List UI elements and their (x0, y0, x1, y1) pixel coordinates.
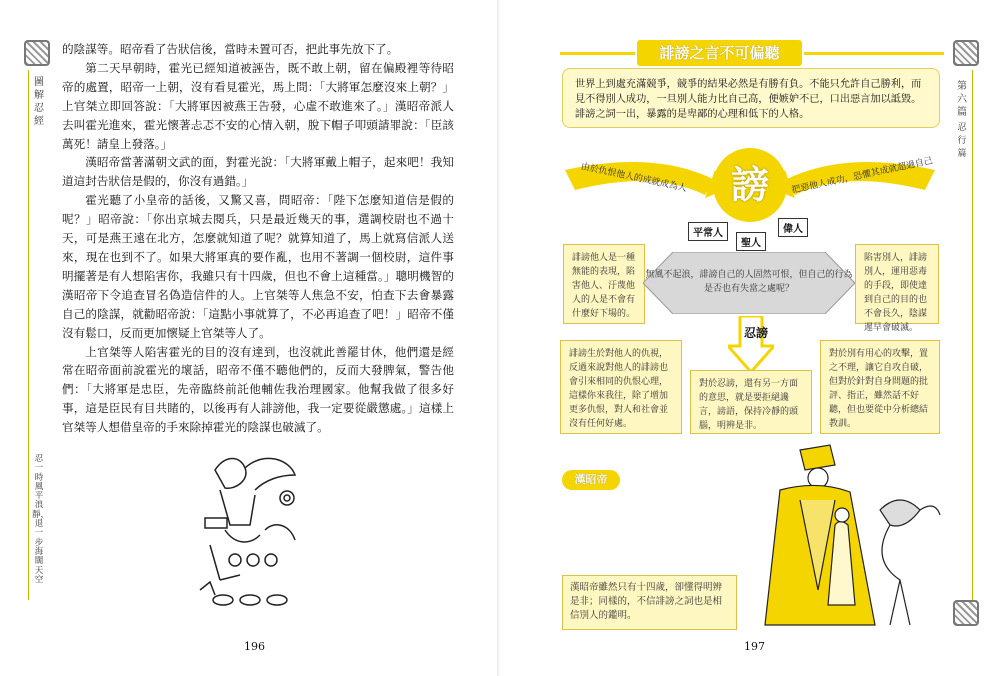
note-bottom-right: 對於別有用心的攻擊，置之不理，讓它自攻自破，但對於針對自身問題的批評、指正，雖然話不好聽，但也要從中分析總結教訓。 (820, 340, 940, 434)
title-rule-right (804, 52, 944, 55)
tag-sage: 聖人 (736, 232, 766, 251)
illustration-caption: 漢昭帝雖然只有十四歲，卻懂得明辨是非；同樣的，不信誹謗之詞也是相信別人的鑑明。 (562, 575, 737, 630)
page-title: 誹謗之言不可偏聽 (637, 40, 802, 66)
corner-ornament-icon (953, 600, 979, 626)
note-right-top: 陷害別人，誹謗別人，運用惡毒的手段，即使達到自己的目的也不會長久，陰謀遲早會破滅。 (855, 244, 939, 324)
note-left-top: 誹謗他人是一種無能的表現，陷害他人、汙蔑他人的人是不會有什麼好下場的。 (563, 244, 645, 324)
title-rule-left (560, 52, 635, 55)
diamond-text: 無風不起浪，誹謗自己的人固然可恨，但自己的行為是否也有失當之處呢？ (645, 270, 853, 294)
body-text (62, 40, 454, 437)
note-bottom-middle: 對於忍謗，還有另一方面的意思，就是要拒絕讒言，謗語，保持冷靜的頭腦，明辨是非。 (690, 370, 812, 434)
paragraph: 漢昭帝當著滿朝文武的面，對霍光說：「大將軍戴上帽子，起來吧！我知道這封告狀信是假的，你沒有過錯。」 (62, 155, 454, 189)
ancient-rubbing-illustration (195, 450, 315, 620)
page-number: 197 (744, 640, 765, 653)
slander-character-circle: 謗 (713, 148, 787, 222)
central-diamond (643, 252, 855, 314)
right-sidebar-section: 忍行篇 (957, 123, 967, 159)
paragraph: 霍光聽了小皇帝的話後，又驚又喜，問昭帝：「陛下怎麼知道信是假的呢？」昭帝說：「你出京城去閱兵，只是最近幾天的事，選調校尉也不過十天，可是燕王遠在北方，怎麼就知道了呢？就算知道了，馬上就寫信派人送來，現在也到不了。如果大將軍真的要作亂，也用不著調一個校尉，這件事明擺著是有人想陷害你，我雖只有十四歲，但也不會上這種當。」聰明機智的漢昭帝下令追查冒名偽造信件的人。上官桀等人焦急不安，怕查下去會暴露自己的陰謀，就勸昭帝說：「這點小事就算了，不必再追查了吧！」昭帝不僅沒有鬆口，反而更加懷疑上官桀等人了。 (62, 193, 454, 340)
corner-ornament-icon (24, 40, 50, 66)
page-number: 196 (244, 640, 265, 653)
corner-ornament-icon (953, 40, 979, 66)
tag-ordinary-person: 平常人 (688, 222, 728, 241)
right-sidebar-chapter: 第六篇 (957, 81, 967, 118)
endure-slander-label: 忍謗 (744, 326, 769, 340)
arc-label-left: 由於仇恨他人的成就成為人 (579, 161, 688, 195)
left-sidebar-label: 圖解忍經 (34, 77, 44, 127)
paragraph: 的陰謀等。昭帝看了告狀信後，當時未置可否，把此事先放下了。 (62, 42, 399, 56)
note-bottom-left: 誹謗生於對他人的仇視，反過來說對他人的誹謗也會引來相同的仇恨心理，這樣你來我往，除了增加更多仇恨，對人和社會並沒有任何好處。 (560, 340, 682, 434)
paragraph: 第二天早朝時，霍光已經知道被誣告，既不敢上朝，留在偏殿裡等待昭帝的處置，昭帝一上朝，沒有看見霍光，馬上問：「大將軍怎麼沒來上朝？」上官桀立即回答說：「大將軍因被燕王告發，心虛不敢進來了。」漢昭帝派人去叫霍光進來，霍光懷著忐忑不安的心情入朝，脫下帽子叩頭請罪說：「臣該萬死！請皇上發落。」 (62, 60, 454, 151)
tag-great-person: 偉人 (778, 218, 808, 237)
left-sidebar-motto: 忍一時風平浪靜，退一步海闊天空 (32, 454, 50, 585)
emperor-and-crane-illustration (740, 430, 950, 630)
emperor-name-tag: 漢昭帝 (562, 470, 620, 490)
left-page (0, 0, 499, 676)
arc-label-right: 把惡他人成功，恐懼其成就超過自己 (790, 156, 934, 196)
paragraph: 上官桀等人陷害霍光的目的沒有達到，也沒就此善罷甘休，他們還是經常在昭帝面前說霍光的壞話，昭帝不僅不聽他們的，反而大發脾氣，警告他們：「大將軍是忠臣，先帝臨終前託他輔佐我治理國家。他幫我做了很多好事，這是臣民有目共睹的，以後再有人誹謗他，我一定要從嚴懲處。」這樣上官桀等人想借皇帝的手來除掉霍光的陰謀也破滅了。 (62, 344, 454, 435)
intro-box: 世界上到處充滿競爭，競爭的結果必然是有勝有負。不能只允許自己勝利，而見不得別人成功，一旦別人能力比自己高，便嫉妒不已，口出惡言加以詆毀。誹謗之詞一出，暴露的是卑鄙的心理和低下的人格。 (562, 68, 940, 128)
